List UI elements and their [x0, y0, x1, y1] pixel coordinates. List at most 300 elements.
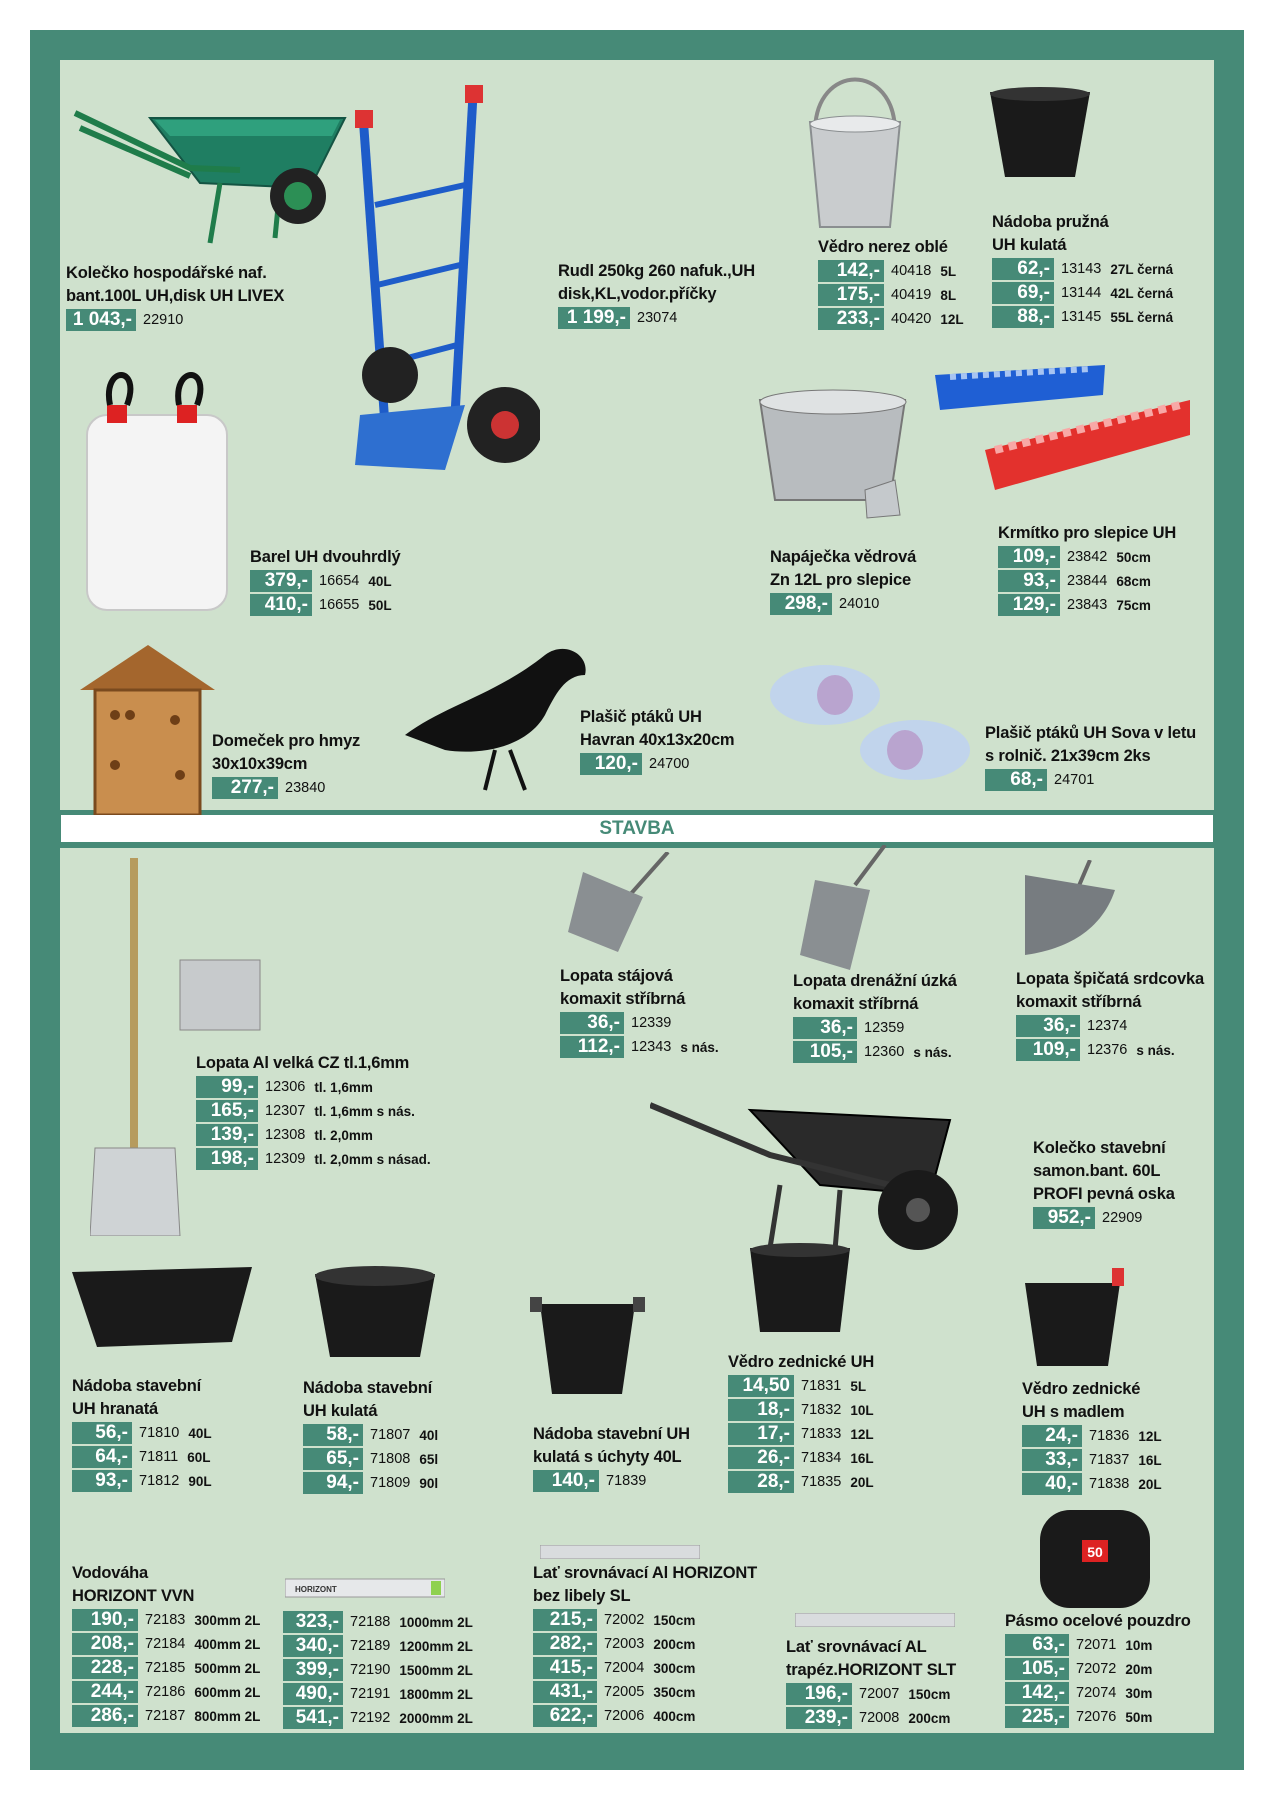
product-code: 71812 [139, 1473, 180, 1489]
price-row [303, 1423, 438, 1447]
product-spec: 500mm 2L [194, 1660, 261, 1676]
trapezoid-edge-image [795, 1613, 955, 1627]
round-tub-image [310, 1262, 440, 1360]
owl-scarer-image [765, 640, 975, 800]
price-badge: 94,- [303, 1472, 363, 1494]
product-spec: 300cm [653, 1660, 696, 1676]
price-badge: 225,- [1005, 1706, 1069, 1728]
price-row [196, 1075, 431, 1099]
product-code: 72192 [350, 1710, 391, 1726]
price-row [1005, 1681, 1191, 1705]
product-spec: 1200mm 2L [399, 1638, 473, 1654]
product-spec: 27L černá [1110, 261, 1174, 277]
price-row [212, 776, 360, 800]
product-vedro-madlo [1022, 1378, 1162, 1496]
straight-edge-image [540, 1545, 700, 1559]
price-badge: 490,- [283, 1683, 343, 1705]
price-row [72, 1680, 260, 1704]
price-row [196, 1123, 431, 1147]
product-nadoba-pruzna [992, 211, 1173, 329]
product-code: 72006 [604, 1708, 645, 1724]
tape-measure-image [1040, 1510, 1150, 1608]
product-spec: 90L [188, 1473, 212, 1489]
price-badge: 190,- [72, 1609, 138, 1631]
product-code: 71810 [139, 1425, 180, 1441]
product-lopata-drenazni [793, 970, 957, 1064]
product-vedro-nerez [818, 236, 964, 331]
price-badge: 58,- [303, 1424, 363, 1446]
section-title-stavba: STAVBA [60, 814, 1214, 843]
product-title-line: trapéz.HORIZONT SLT [786, 1661, 957, 1679]
price-badge: 142,- [1005, 1682, 1069, 1704]
product-title-line: samon.bant. 60L [1033, 1162, 1161, 1180]
insect-house-image [80, 645, 215, 815]
product-title-line: Lopata drenážní úzká [793, 972, 957, 990]
hand-truck-image [355, 85, 540, 470]
product-code: 23074 [637, 310, 678, 326]
aluminium-shovel-image [90, 858, 185, 1236]
price-badge: 105,- [1005, 1658, 1069, 1680]
product-code: 72183 [145, 1612, 186, 1628]
price-row [985, 768, 1196, 792]
price-row [1022, 1472, 1162, 1496]
product-code: 72190 [350, 1662, 391, 1678]
product-spec: 600mm 2L [194, 1684, 261, 1700]
price-badge: 112,- [560, 1036, 624, 1058]
product-code: 72072 [1076, 1661, 1117, 1677]
product-title-line: Nádoba stavební [303, 1379, 433, 1397]
price-badge: 277,- [212, 777, 278, 799]
product-napajecka [770, 546, 916, 616]
product-krmitko [998, 522, 1176, 617]
svg-text:HORIZONT: HORIZONT [295, 1585, 337, 1594]
product-title-line: Lopata Al velká CZ tl.1,6mm [196, 1054, 410, 1072]
price-badge: 88,- [992, 306, 1054, 328]
price-badge: 120,- [580, 753, 642, 775]
product-code: 12360 [864, 1044, 905, 1060]
product-code: 12306 [265, 1079, 306, 1095]
price-badge: 65,- [303, 1448, 363, 1470]
product-code: 12376 [1087, 1042, 1128, 1058]
price-row [72, 1445, 212, 1469]
price-badge: 68,- [985, 769, 1047, 791]
price-badge: 1 043,- [66, 309, 136, 331]
price-row [560, 1011, 719, 1035]
product-code: 23840 [285, 780, 326, 796]
raven-decoy-image [405, 635, 595, 795]
price-badge: 93,- [998, 570, 1060, 592]
product-spec: 40L [188, 1425, 212, 1441]
price-badge: 286,- [72, 1705, 138, 1727]
product-sova [985, 722, 1196, 792]
product-kolecko-stavebni [1033, 1137, 1175, 1230]
rectangular-tub-image [72, 1262, 252, 1347]
product-title-line: UH kulatá [992, 236, 1067, 254]
product-title-line: Lopata stájová [560, 967, 673, 985]
product-spec: s nás. [680, 1039, 719, 1055]
price-badge: 196,- [786, 1683, 852, 1705]
price-badge: 26,- [728, 1447, 794, 1469]
product-code: 72076 [1076, 1709, 1117, 1725]
product-code: 12309 [265, 1151, 306, 1167]
price-row [533, 1656, 757, 1680]
price-badge: 244,- [72, 1681, 138, 1703]
price-badge: 36,- [1016, 1015, 1080, 1037]
price-row [283, 1610, 473, 1634]
product-code: 23842 [1067, 549, 1108, 565]
price-badge: 233,- [818, 308, 884, 330]
footer [60, 1763, 1273, 1797]
price-row [786, 1682, 956, 1706]
flexible-tub-image [985, 82, 1095, 182]
product-code: 40419 [891, 287, 932, 303]
product-spec: 150cm [908, 1686, 951, 1702]
product-title-line: Nádoba pružná [992, 213, 1109, 231]
price-badge: 93,- [72, 1470, 132, 1492]
product-spec: 1800mm 2L [399, 1686, 473, 1702]
product-code: 16654 [319, 573, 360, 589]
price-row [1033, 1206, 1175, 1230]
price-badge: 541,- [283, 1707, 343, 1729]
product-spec: 16L [1138, 1452, 1162, 1468]
price-badge: 142,- [818, 260, 884, 282]
product-vodovaha [72, 1562, 260, 1728]
product-code: 40420 [891, 311, 932, 327]
aluminium-shovel-inset-image [175, 955, 265, 1035]
price-row [533, 1632, 757, 1656]
price-row [998, 569, 1176, 593]
product-spec: 68cm [1116, 573, 1151, 589]
product-spec: 42L černá [1110, 285, 1174, 301]
product-code: 71834 [801, 1450, 842, 1466]
price-row [533, 1608, 757, 1632]
price-row [196, 1099, 431, 1123]
product-spec: 300mm 2L [194, 1612, 261, 1628]
product-code: 13143 [1061, 261, 1102, 277]
product-title-line: Vědro zednické [1022, 1380, 1141, 1398]
product-spec: tl. 1,6mm [314, 1079, 373, 1095]
product-spec: 5L [850, 1378, 867, 1394]
product-code: 71839 [606, 1473, 647, 1489]
price-badge: 18,- [728, 1399, 794, 1421]
price-row [533, 1680, 757, 1704]
price-row [66, 308, 284, 332]
price-row [303, 1447, 438, 1471]
price-row [283, 1706, 473, 1730]
product-nadoba-hranata [72, 1375, 212, 1493]
price-badge: 215,- [533, 1609, 597, 1631]
price-row [818, 307, 964, 331]
price-row [1016, 1014, 1204, 1038]
price-row [998, 545, 1176, 569]
product-spec: 10m [1125, 1637, 1153, 1653]
footer-left-text: ZEPO Jihlava – str. 9 Akce trvá od 30.3. do 24.4.2026 [94, 1769, 547, 1790]
product-title-line: Nádoba stavební UH [533, 1425, 690, 1443]
product-title-line: komaxit stříbrná [793, 995, 919, 1013]
price-row [998, 593, 1176, 617]
price-badge: 36,- [793, 1017, 857, 1039]
product-code: 71831 [801, 1378, 842, 1394]
price-badge: 64,- [72, 1446, 132, 1468]
wheelbarrow-green-image [70, 108, 360, 253]
price-row [992, 305, 1173, 329]
product-spec: tl. 2,0mm s násad. [314, 1151, 431, 1167]
product-code: 12339 [631, 1015, 672, 1031]
product-title-line: disk,KL,vodor.příčky [558, 285, 717, 303]
product-code: 72184 [145, 1636, 186, 1652]
product-lat-horizont [533, 1562, 757, 1728]
product-code: 72004 [604, 1660, 645, 1676]
price-badge: 56,- [72, 1422, 132, 1444]
product-code: 24701 [1054, 772, 1095, 788]
product-code: 22910 [143, 312, 184, 328]
price-row [770, 592, 916, 616]
price-row [72, 1656, 260, 1680]
price-row [1005, 1705, 1191, 1729]
svg-text:50: 50 [1087, 1544, 1103, 1560]
product-title-line: Zn 12L pro slepice [770, 571, 911, 589]
barrel-image [82, 365, 232, 615]
product-title-line: Havran 40x13x20cm [580, 731, 735, 749]
product-title-line: PROFI pevná oska [1033, 1185, 1175, 1203]
product-code: 71808 [370, 1451, 411, 1467]
price-badge: 129,- [998, 594, 1060, 616]
product-title-line: komaxit stříbrná [560, 990, 686, 1008]
product-code: 16655 [319, 597, 360, 613]
product-spec: 30m [1125, 1685, 1153, 1701]
price-badge: 139,- [196, 1124, 258, 1146]
price-row [728, 1470, 874, 1494]
product-title-line: Nádoba stavební [72, 1377, 202, 1395]
price-row [250, 593, 400, 617]
price-row [580, 752, 734, 776]
product-code: 72008 [859, 1710, 900, 1726]
product-code: 23843 [1067, 597, 1108, 613]
product-title-line: s rolnič. 21x39cm 2ks [985, 747, 1151, 765]
price-row [1016, 1038, 1204, 1062]
price-badge: 228,- [72, 1657, 138, 1679]
product-spec: tl. 1,6mm s nás. [314, 1103, 415, 1119]
feeder-red-image [985, 395, 1195, 490]
mason-bucket-handle-image [1020, 1268, 1125, 1368]
price-badge: 415,- [533, 1657, 597, 1679]
product-title-line: Kolečko hospodářské naf. [66, 264, 267, 282]
product-spec: 50cm [1116, 549, 1151, 565]
product-title-line: Krmítko pro slepice UH [998, 524, 1177, 542]
price-row [1005, 1633, 1191, 1657]
price-badge: 175,- [818, 284, 884, 306]
price-badge: 1 199,- [558, 307, 630, 329]
product-spec: 12L [850, 1426, 874, 1442]
product-spec: 400mm 2L [194, 1636, 261, 1652]
price-row [283, 1682, 473, 1706]
product-title-line: Lať srovnávací AL [786, 1638, 927, 1656]
product-code: 71833 [801, 1426, 842, 1442]
price-row [1022, 1424, 1162, 1448]
product-spec: 12L [940, 311, 964, 327]
product-spec: 200cm [653, 1636, 696, 1652]
product-spec: 20L [850, 1474, 874, 1490]
product-lopata-spicata [1016, 968, 1204, 1062]
product-code: 71836 [1089, 1428, 1130, 1444]
product-spec: tl. 2,0mm [314, 1127, 373, 1143]
price-badge: 165,- [196, 1100, 258, 1122]
product-lopata-stajova [560, 965, 719, 1059]
price-badge: 17,- [728, 1423, 794, 1445]
product-spec: 1500mm 2L [399, 1662, 473, 1678]
product-spec: 65l [419, 1451, 439, 1467]
product-spec: 60L [187, 1449, 211, 1465]
product-code: 72074 [1076, 1685, 1117, 1701]
price-badge: 14,50 [728, 1375, 794, 1397]
price-badge: 140,- [533, 1470, 599, 1492]
product-spec: 50L [368, 597, 392, 613]
product-spec: 12L [1138, 1428, 1162, 1444]
price-badge: 33,- [1022, 1449, 1082, 1471]
price-row [72, 1608, 260, 1632]
price-row [250, 569, 400, 593]
product-code: 12343 [631, 1039, 672, 1055]
product-title-line: bant.100L UH,disk UH LIVEX [66, 287, 285, 305]
product-code: 13144 [1061, 285, 1102, 301]
price-badge: 208,- [72, 1633, 138, 1655]
product-code: 72002 [604, 1612, 645, 1628]
product-spec: 55L černá [1110, 309, 1174, 325]
price-badge: 410,- [250, 594, 312, 616]
product-code: 72185 [145, 1660, 186, 1676]
drainage-shovel-image [800, 845, 890, 970]
price-badge: 379,- [250, 570, 312, 592]
product-code: 12308 [265, 1127, 306, 1143]
price-row [558, 306, 755, 330]
price-row [818, 259, 964, 283]
product-code: 71807 [370, 1427, 411, 1443]
product-code: 72188 [350, 1614, 391, 1630]
product-code: 13145 [1061, 309, 1102, 325]
product-spec: 400cm [653, 1708, 696, 1724]
product-spec: 350cm [653, 1684, 696, 1700]
price-row [793, 1016, 957, 1040]
product-code: 24700 [649, 756, 690, 772]
product-spec: 2000mm 2L [399, 1710, 473, 1726]
product-code: 72191 [350, 1686, 391, 1702]
price-row [196, 1147, 431, 1171]
product-title-line: bez libely SL [533, 1587, 631, 1605]
price-badge: 99,- [196, 1076, 258, 1098]
price-badge: 622,- [533, 1705, 597, 1727]
price-badge: 431,- [533, 1681, 597, 1703]
price-badge: 298,- [770, 593, 832, 615]
product-spec: s nás. [1136, 1042, 1175, 1058]
spirit-level-image [285, 1577, 445, 1599]
price-row [72, 1469, 212, 1493]
price-badge: 282,- [533, 1633, 597, 1655]
product-spec: 5L [940, 263, 957, 279]
price-row [1005, 1657, 1191, 1681]
price-row [728, 1422, 874, 1446]
price-row [283, 1634, 473, 1658]
price-badge: 24,- [1022, 1425, 1082, 1447]
product-code: 72187 [145, 1708, 186, 1724]
product-spec: 50m [1125, 1709, 1153, 1725]
price-badge: 399,- [283, 1659, 343, 1681]
mason-bucket-image [745, 1240, 855, 1335]
product-barel [250, 546, 400, 617]
product-code: 71838 [1089, 1476, 1130, 1492]
price-row [992, 257, 1173, 281]
stainless-bucket-image [805, 62, 905, 232]
product-spec: 800mm 2L [194, 1708, 261, 1724]
product-title-line: Lopata špičatá srdcovka [1016, 970, 1204, 988]
price-row [728, 1446, 874, 1470]
price-row [560, 1035, 719, 1059]
product-title-line: Vědro nerez oblé [818, 238, 948, 256]
product-lat-slt [786, 1636, 956, 1730]
product-title-line: 30x10x39cm [212, 755, 308, 773]
product-code: 12359 [864, 1020, 905, 1036]
product-title-line: Lať srovnávací Al HORIZONT [533, 1564, 757, 1582]
product-spec: 16L [850, 1450, 874, 1466]
product-spec: 10L [850, 1402, 874, 1418]
price-badge: 239,- [786, 1707, 852, 1729]
product-code: 71809 [370, 1475, 411, 1491]
price-badge: 198,- [196, 1148, 258, 1170]
price-badge: 63,- [1005, 1634, 1069, 1656]
product-code: 72186 [145, 1684, 186, 1700]
product-spec: 200cm [908, 1710, 951, 1726]
product-spec: 1000mm 2L [399, 1614, 473, 1630]
product-title-line: UH s madlem [1022, 1403, 1125, 1421]
product-spec: 40l [419, 1427, 439, 1443]
price-row [818, 283, 964, 307]
price-badge: 62,- [992, 258, 1054, 280]
construction-wheelbarrow-image [650, 1100, 1005, 1255]
product-title-line: komaxit stříbrná [1016, 993, 1142, 1011]
product-code: 71837 [1089, 1452, 1130, 1468]
price-row [786, 1706, 956, 1730]
product-title-line: Vědro zednické UH [728, 1353, 875, 1371]
product-code: 72189 [350, 1638, 391, 1654]
price-row [303, 1471, 438, 1495]
galvanized-bucket-image [755, 380, 910, 520]
product-code: 40418 [891, 263, 932, 279]
price-badge: 69,- [992, 282, 1054, 304]
product-title-line: HORIZONT VVN [72, 1587, 195, 1605]
price-badge: 323,- [283, 1611, 343, 1633]
price-badge: 340,- [283, 1635, 343, 1657]
price-row [992, 281, 1173, 305]
product-code: 72005 [604, 1684, 645, 1700]
product-code: 12307 [265, 1103, 306, 1119]
product-code: 72007 [859, 1686, 900, 1702]
product-code: 72003 [604, 1636, 645, 1652]
price-badge: 36,- [560, 1012, 624, 1034]
product-spec: s nás. [913, 1044, 952, 1060]
price-badge: 109,- [998, 546, 1060, 568]
product-title-line: Barel UH dvouhrdlý [250, 548, 401, 566]
product-title-line: Vodováha [72, 1564, 149, 1582]
product-havran [580, 706, 734, 776]
product-spec: 20L [1138, 1476, 1162, 1492]
price-badge: 109,- [1016, 1039, 1080, 1061]
price-row [72, 1704, 260, 1728]
spade-shovel-image [1020, 860, 1120, 955]
price-row [533, 1469, 690, 1493]
product-vodovaha-long [283, 1610, 473, 1730]
product-spec: 75cm [1116, 597, 1151, 613]
product-pasmo [1005, 1610, 1191, 1729]
product-lopata-al [196, 1052, 431, 1171]
